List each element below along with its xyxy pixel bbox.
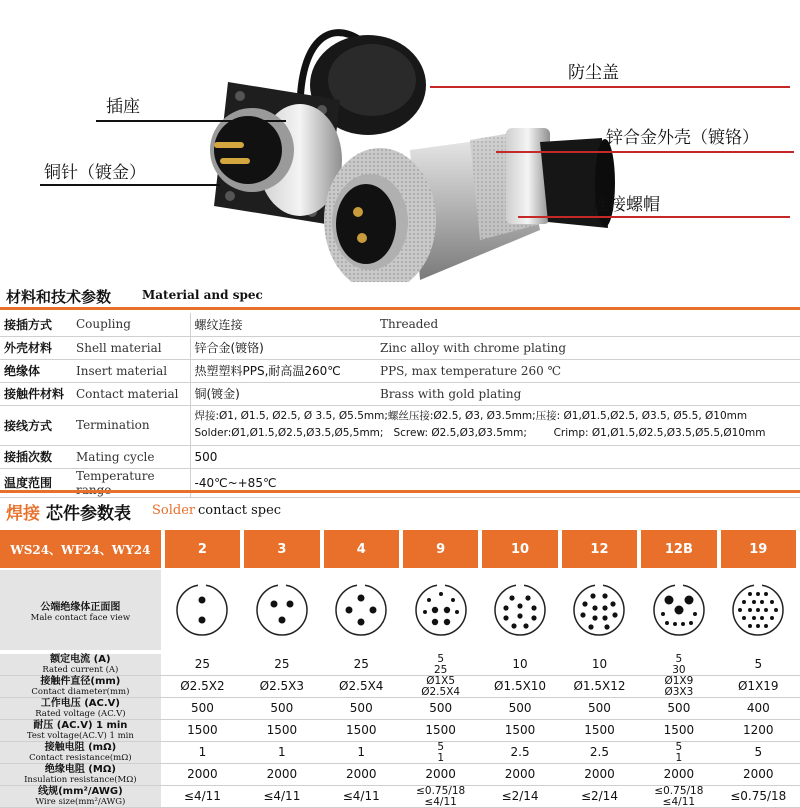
row-value xyxy=(403,654,478,675)
face-view-label xyxy=(0,570,161,650)
spec-label-cn: 接触件材料 xyxy=(0,382,72,405)
row-value-line: Ø1.5X10 xyxy=(494,679,547,693)
row-value xyxy=(165,742,240,763)
spec-row xyxy=(0,359,800,382)
face-diagram-10-pin xyxy=(482,570,557,650)
solder-title-a: 焊接 xyxy=(6,504,40,524)
row-label xyxy=(0,720,161,741)
row-value-line: Ø1X5 xyxy=(426,674,456,687)
row-value-line: 500 xyxy=(667,701,691,715)
solder-data-row xyxy=(0,742,800,764)
row-value-line: Ø2.5X4 xyxy=(339,679,384,693)
row-value-line: ≤4/11 xyxy=(424,795,457,808)
face-diagram-2-pin xyxy=(165,570,240,650)
row-value-line: 2000 xyxy=(425,767,456,781)
spec-label-en: Coupling xyxy=(72,313,190,336)
callout-line-nut xyxy=(518,216,790,218)
row-value-line: 1500 xyxy=(584,723,615,737)
spec-value-cn: 螺纹连接 xyxy=(190,313,376,336)
row-value-line: ≤0.75/18 xyxy=(730,789,787,803)
row-value xyxy=(721,764,796,785)
spec-value-en: Brass with gold plating xyxy=(376,382,800,405)
row-value xyxy=(482,764,557,785)
callout-nut: 连接螺帽 xyxy=(592,195,660,215)
face-view-row xyxy=(0,570,800,650)
spec-value-en: Zinc alloy with chrome plating xyxy=(376,336,800,359)
row-value xyxy=(324,786,399,807)
row-value xyxy=(324,742,399,763)
row-label-en: Contact resistance(mΩ) xyxy=(29,752,132,763)
spec-label-cn: 外壳材料 xyxy=(0,336,72,359)
solder-title-d: contact spec xyxy=(198,503,282,518)
column-header: 19 xyxy=(721,530,796,568)
spec-label-cn: 绝缘体 xyxy=(0,359,72,382)
row-value xyxy=(403,676,478,697)
column-header: 12 xyxy=(562,530,637,568)
material-spec-header xyxy=(0,282,800,310)
column-header: 4 xyxy=(324,530,399,568)
spec-value-cn: 锌合金(镀铬) xyxy=(190,336,376,359)
product-photo xyxy=(0,0,800,282)
solder-header-row xyxy=(0,530,800,568)
row-value xyxy=(721,720,796,741)
row-value-line: 1200 xyxy=(743,723,774,737)
termination-values xyxy=(190,405,800,445)
face-diagram-3-pin xyxy=(244,570,319,650)
row-value-line: 500 xyxy=(508,701,532,715)
row-value-line: 10 xyxy=(512,657,528,671)
row-value-line: 2000 xyxy=(584,767,615,781)
row-value-line: ≤0.75/18 xyxy=(654,784,704,797)
row-value-line: 25 xyxy=(433,663,448,676)
face-diagram-19-pin xyxy=(721,570,796,650)
column-header: 9 xyxy=(403,530,478,568)
row-label-en: Contact diameter(mm) xyxy=(31,686,130,697)
row-value xyxy=(641,720,716,741)
row-label xyxy=(0,698,161,719)
row-value xyxy=(244,742,319,763)
row-value xyxy=(562,676,637,697)
row-value-line: 5 xyxy=(437,740,444,753)
spec-row xyxy=(0,336,800,359)
row-value xyxy=(403,698,478,719)
row-value xyxy=(324,764,399,785)
column-header: 10 xyxy=(482,530,557,568)
solder-spec-header xyxy=(0,490,800,526)
termination-line-1: 焊接:Ø1, Ø1.5, Ø2.5, Ø 3.5, Ø5.5mm;螺丝压接:Ø2.5, Ø3, Ø3.5mm;压接: Ø1,Ø1.5,Ø2.5, Ø3.5, Ø5.5, Ø10mm xyxy=(194,410,748,422)
callout-socket: 插座 xyxy=(106,97,140,117)
termination-line-2: Solder:Ø1,Ø1.5,Ø2.5,Ø3.5,Ø5,5mm; Screw: Ø2.5,Ø3,Ø3.5mm; Crimp: Ø1,Ø1.5,Ø2.5,Ø3.5,Ø5.5,Ø10mm xyxy=(194,427,766,439)
callout-line-pin xyxy=(40,184,220,186)
callout-shell: 锌合金外壳（镀铬） xyxy=(606,128,759,148)
row-value xyxy=(562,720,637,741)
row-value xyxy=(562,742,637,763)
row-value xyxy=(721,786,796,807)
row-value-line: 500 xyxy=(429,701,453,715)
row-value xyxy=(562,698,637,719)
material-spec-title-en: Material and spec xyxy=(142,288,263,302)
row-label-cn: 接触电阻 (mΩ) xyxy=(44,741,117,753)
row-value xyxy=(482,720,557,741)
row-value xyxy=(482,654,557,675)
row-value-line: 2000 xyxy=(266,767,298,781)
row-value xyxy=(244,698,319,719)
spec-value: 500 xyxy=(190,445,800,468)
row-label xyxy=(0,676,161,697)
solder-data-row xyxy=(0,698,800,720)
row-value-line: 25 xyxy=(274,657,290,671)
row-value-line: 1500 xyxy=(504,723,536,737)
row-value xyxy=(641,742,716,763)
row-value xyxy=(403,742,478,763)
row-value-line: Ø2.5X3 xyxy=(259,679,305,693)
column-header: 12B xyxy=(641,530,716,568)
solder-data-row xyxy=(0,676,800,698)
row-value xyxy=(324,654,399,675)
row-label-en: Rated current (A) xyxy=(42,664,119,675)
row-value-line: 1500 xyxy=(266,723,298,737)
column-header: 3 xyxy=(244,530,319,568)
row-label xyxy=(0,654,161,675)
row-value xyxy=(244,720,319,741)
row-label xyxy=(0,786,161,807)
spec-value-cn: 热塑塑料PPS,耐高温260℃ xyxy=(190,359,376,382)
spec-value-en: Threaded xyxy=(376,313,800,336)
row-value-line: 1 xyxy=(357,745,366,759)
row-value-line: 2000 xyxy=(743,767,774,781)
spec-value: -40℃~+85℃ xyxy=(190,468,800,497)
row-value xyxy=(165,676,240,697)
row-value xyxy=(641,786,716,807)
spec-label-cn: 接插方式 xyxy=(0,313,72,336)
row-value xyxy=(721,742,796,763)
spec-label-en: Mating cycle xyxy=(72,445,190,468)
row-value-line: 500 xyxy=(270,701,294,715)
row-label-en: Wire size(mm²/AWG) xyxy=(35,796,126,807)
row-label-cn: 耐压 (AC.V) 1 min xyxy=(33,719,128,731)
row-value xyxy=(562,764,637,785)
spec-label-cn: 接插次数 xyxy=(0,445,72,468)
row-value-line: 30 xyxy=(672,663,686,676)
row-value xyxy=(165,654,240,675)
row-value-line: 2000 xyxy=(345,767,377,781)
row-label-en: Test voltage(AC.V) 1 min xyxy=(26,730,134,741)
row-value xyxy=(482,698,557,719)
row-value xyxy=(244,786,319,807)
callout-line-dust-cap xyxy=(430,86,790,88)
spec-label-cn: 接线方式 xyxy=(0,405,72,445)
face-label-cn: 公端绝缘体正面图 xyxy=(40,601,121,613)
spec-row xyxy=(0,382,800,405)
row-value-line: 5 xyxy=(754,745,763,759)
row-value xyxy=(244,676,319,697)
callout-line-socket xyxy=(96,120,286,122)
row-label-cn: 线规(mm²/AWG) xyxy=(38,785,123,797)
row-value-line: 1 xyxy=(675,751,683,764)
spec-label-en: Insert material xyxy=(72,359,190,382)
row-value-line: 25 xyxy=(194,657,211,671)
face-diagram-4-pin xyxy=(324,570,399,650)
row-value-line: Ø2.5X4 xyxy=(421,685,461,698)
row-value xyxy=(165,764,240,785)
row-value xyxy=(641,654,716,675)
spec-row xyxy=(0,445,800,468)
callout-pin: 铜针（镀金） xyxy=(44,163,146,183)
row-value xyxy=(403,720,478,741)
row-value xyxy=(324,698,399,719)
row-value xyxy=(244,654,319,675)
face-diagram-12b-pin xyxy=(641,570,716,650)
model-label: WS24、WF24、WY24 xyxy=(0,530,161,568)
solder-data-row xyxy=(0,654,800,676)
row-value-line: 2000 xyxy=(663,767,695,781)
row-label xyxy=(0,742,161,763)
row-value-line: ≤4/11 xyxy=(263,789,301,803)
row-value xyxy=(244,764,319,785)
row-value xyxy=(641,698,716,719)
spec-row xyxy=(0,313,800,336)
row-value xyxy=(721,676,796,697)
spec-label-en: Shell material xyxy=(72,336,190,359)
row-value-line: ≤0.75/18 xyxy=(416,784,466,797)
row-value-line: ≤4/11 xyxy=(342,789,380,803)
row-value-line: ≤2/14 xyxy=(501,789,539,803)
row-value xyxy=(641,676,716,697)
row-value-line: Ø3X3 xyxy=(664,685,694,698)
spec-value-en: PPS, max temperature 260 ℃ xyxy=(376,359,800,382)
row-value-line: 500 xyxy=(190,701,214,715)
row-label-cn: 接触件直径(mm) xyxy=(40,675,121,687)
row-value-line: 2000 xyxy=(187,767,218,781)
row-value-line: 1 xyxy=(278,745,286,759)
row-value-line: 1500 xyxy=(663,723,695,737)
row-label-cn: 工作电压 (AC.V) xyxy=(40,697,120,709)
row-value-line: Ø1X19 xyxy=(737,679,779,693)
callout-line-shell xyxy=(496,151,794,153)
row-value xyxy=(562,654,637,675)
callout-dust-cap: 防尘盖 xyxy=(568,63,619,83)
row-label-en: Insulation resistance(MΩ) xyxy=(24,774,137,785)
spec-label-en: Contact material xyxy=(72,382,190,405)
solder-data-row xyxy=(0,786,800,808)
row-value xyxy=(165,720,240,741)
row-value-line: ≤2/14 xyxy=(580,789,618,803)
row-label-cn: 额定电流 (A) xyxy=(50,653,111,665)
row-value-line: 2.5 xyxy=(589,745,610,759)
row-value xyxy=(403,786,478,807)
row-value xyxy=(721,654,796,675)
row-value xyxy=(482,786,557,807)
face-label-en: Male contact face view xyxy=(30,612,131,623)
row-value-line: Ø2.5X2 xyxy=(180,679,225,693)
row-value xyxy=(482,676,557,697)
row-value-line: 5 xyxy=(437,652,444,665)
row-value xyxy=(403,764,478,785)
row-value-line: 1 xyxy=(437,751,444,764)
row-value xyxy=(324,720,399,741)
row-value-line: 10 xyxy=(591,657,608,671)
row-value-line: ≤4/11 xyxy=(662,795,696,808)
row-value xyxy=(562,786,637,807)
row-value-line: ≤4/11 xyxy=(183,789,221,803)
solder-title-b: 芯件参数表 xyxy=(46,504,131,524)
row-value-line: 1500 xyxy=(187,723,218,737)
material-spec-title-cn: 材料和技术参数 xyxy=(6,288,112,306)
row-value-line: 5 xyxy=(675,652,683,665)
row-value xyxy=(482,742,557,763)
row-label-cn: 绝缘电阻 (MΩ) xyxy=(44,763,116,775)
row-value-line: 25 xyxy=(353,657,369,671)
face-diagram-12-pin xyxy=(562,570,637,650)
spec-value-cn: 铜(镀金) xyxy=(190,382,376,405)
solder-data-row xyxy=(0,720,800,742)
face-diagram-9-pin xyxy=(403,570,478,650)
solder-data-row xyxy=(0,764,800,786)
column-header: 2 xyxy=(165,530,240,568)
spec-row-termination xyxy=(0,405,800,445)
spec-label-cn: 温度范围 xyxy=(0,468,72,497)
row-label-en: Rated voltage (AC.V) xyxy=(35,708,126,719)
row-value xyxy=(165,698,240,719)
row-value-line: 1500 xyxy=(345,723,377,737)
row-value-line: 5 xyxy=(754,657,763,671)
row-value-line: 1 xyxy=(198,745,207,759)
row-value-line: 1500 xyxy=(425,723,456,737)
row-value-line: Ø1.5X12 xyxy=(573,679,626,693)
row-value-line: Ø1X9 xyxy=(664,674,694,687)
row-value-line: 5 xyxy=(675,740,683,753)
spec-label-en: Termination xyxy=(72,405,190,445)
material-spec-table xyxy=(0,313,800,498)
spec-label-en: Temperature range xyxy=(72,468,190,497)
row-value-line: 400 xyxy=(746,701,770,715)
row-value-line: 2.5 xyxy=(510,745,530,759)
solder-title-c: Solder xyxy=(152,503,196,518)
row-value-line: 500 xyxy=(588,701,611,715)
row-value xyxy=(324,676,399,697)
row-value-line: 500 xyxy=(349,701,373,715)
row-label xyxy=(0,764,161,785)
row-value-line: 2000 xyxy=(504,767,536,781)
row-value xyxy=(165,786,240,807)
row-value xyxy=(641,764,716,785)
row-value xyxy=(721,698,796,719)
